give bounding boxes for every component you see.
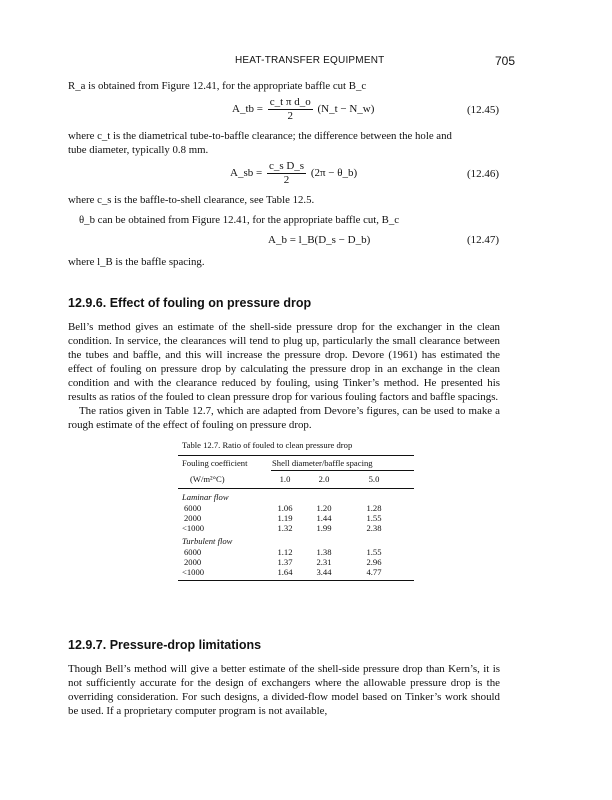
eq2-rhs: (2π − θ_b) xyxy=(310,167,358,180)
cs-definition: where c_s is the baffle-to-shell clearance, see Table 12.5. xyxy=(68,194,315,206)
eq1-lhs: A_tb = xyxy=(232,103,263,116)
eq2-denominator: 2 xyxy=(283,174,290,186)
table-rule xyxy=(271,470,414,471)
eq1-numerator: c_t π d_o xyxy=(269,96,311,108)
table-row: 6000 xyxy=(184,503,202,513)
table-cell: 2.38 xyxy=(366,523,382,533)
equation-12-45 xyxy=(232,96,374,123)
group-label: Turbulent flow xyxy=(182,536,233,546)
unit-label: (W/m²°C) xyxy=(190,474,225,484)
page-number: 705 xyxy=(494,54,515,68)
spacing-header: 2.0 xyxy=(318,474,330,484)
paragraph: Though Bell’s method will give a better estimate of the shell-side pressure drop than Kern’s, it is not sufficiently accurate for the design of exchangers where the allowable pressure drop is the overriding consideration. For such designs, a divided-flow model based on Tinker’s work should be used. If a proprietary computer program is not available, xyxy=(68,663,500,717)
table-cell: 1.06 xyxy=(277,503,293,513)
section-heading-12-9-6: 12.9.6. Effect of fouling on pressure drop xyxy=(68,296,312,310)
table-rule xyxy=(178,455,414,456)
table-cell: 4.77 xyxy=(366,567,382,577)
running-head: HEAT-TRANSFER EQUIPMENT xyxy=(235,55,385,66)
table-cell: 1.55 xyxy=(366,547,382,557)
table-cell: 1.19 xyxy=(277,513,293,523)
equation-number-12-47: (12.47) xyxy=(467,234,500,246)
eq1-fraction xyxy=(268,96,313,123)
equation-number-12-45: (12.45) xyxy=(467,104,500,116)
page-header xyxy=(0,55,612,69)
table-cell: 1.64 xyxy=(277,567,293,577)
table-cell: 1.32 xyxy=(277,523,293,533)
ra-line: R_a is obtained from Figure 12.41, for the appropriate baffle cut B_c xyxy=(68,80,367,92)
eq2-fraction xyxy=(267,160,306,187)
table-rule xyxy=(178,580,414,581)
table-cell: 1.28 xyxy=(366,503,382,513)
equation-12-47: A_b = l_B(D_s − D_b) xyxy=(268,234,371,246)
table-cell: 1.12 xyxy=(277,547,293,557)
table-cell: 1.44 xyxy=(316,513,332,523)
table-cell: 1.38 xyxy=(316,547,332,557)
table-rule xyxy=(178,488,414,489)
lb-definition: where l_B is the baffle spacing. xyxy=(68,256,205,268)
table-cell: 3.44 xyxy=(316,567,332,577)
section-12-9-6-body xyxy=(68,320,500,432)
equation-12-46 xyxy=(230,160,357,187)
table-cell: 2.31 xyxy=(316,557,332,567)
group-label: Laminar flow xyxy=(182,492,229,502)
equation-number-12-46: (12.46) xyxy=(467,168,500,180)
table-row: <1000 xyxy=(182,567,205,577)
table-caption: Table 12.7. Ratio of fouled to clean pressure drop xyxy=(182,440,353,450)
section-heading-12-9-7: 12.9.7. Pressure-drop limitations xyxy=(68,638,262,652)
ct-definition-line-1: where c_t is the diametrical tube-to-baffle clearance; the difference between the hole and xyxy=(68,130,452,142)
table-row: 2000 xyxy=(184,513,202,523)
paragraph: Bell’s method gives an estimate of the shell-side pressure drop for the exchanger in the clean condition. In service, the clearances will tend to plug up, particularly the small clearance between the tubes and baffle, and this will increase the pressure drop. Devore (1961) has estimated the effect of fouling on pressure drop by calculating the pressure drop in an exchange in the clean condition and with the clearance reduced by fouling, using Tinker’s method. He presented his results as ratios of the fouled to clean pressure drop for various fouling factors and baffle spacings. xyxy=(68,321,500,403)
table-row: 6000 xyxy=(184,547,202,557)
spacing-header: 1.0 xyxy=(279,474,291,484)
table-cell: 2.96 xyxy=(366,557,382,567)
eq2-lhs: A_sb = xyxy=(230,167,263,180)
eq2-numerator: c_s D_s xyxy=(268,160,305,172)
eq1-rhs: (N_t − N_w) xyxy=(317,103,375,116)
col-head-spacing: Shell diameter/baffle spacing xyxy=(272,458,373,468)
spacing-header: 5.0 xyxy=(368,474,380,484)
paragraph: The ratios given in Table 12.7, which are adapted from Devore’s figures, can be used to make a rough estimate of the effect of fouling on pressure drop. xyxy=(68,405,500,431)
table-cell: 1.37 xyxy=(277,557,293,567)
ct-definition-line-2: tube diameter, typically 0.8 mm. xyxy=(68,144,209,156)
table-cell: 1.20 xyxy=(316,503,332,513)
col-head-fouling: Fouling coefficient xyxy=(182,458,248,468)
theta-line: θ_b can be obtained from Figure 12.41, for the appropriate baffle cut, B_c xyxy=(79,214,400,226)
section-12-9-7-body xyxy=(68,662,500,718)
eq1-denominator: 2 xyxy=(287,110,293,122)
table-cell: 1.99 xyxy=(316,523,332,533)
table-cell: 1.55 xyxy=(366,513,382,523)
table-row: 2000 xyxy=(184,557,202,567)
table-row: <1000 xyxy=(182,523,205,533)
